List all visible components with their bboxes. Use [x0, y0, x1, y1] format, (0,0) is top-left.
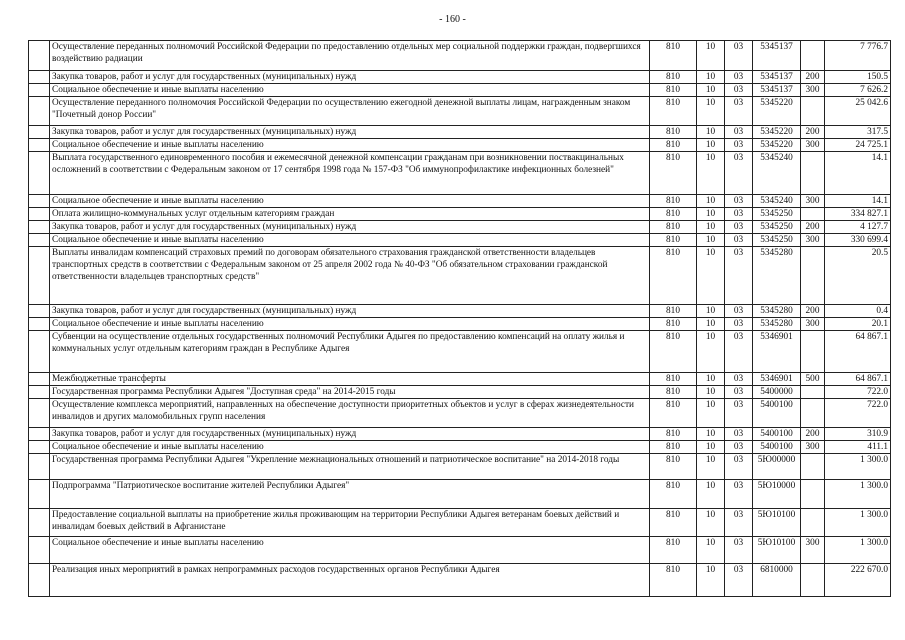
expense-name-cell: Социальное обеспечение и иные выплаты населению — [50, 84, 650, 97]
department-code-cell: 810 — [650, 71, 697, 84]
amount-cell: 150.5 — [825, 71, 891, 84]
subsection-code-cell: 03 — [725, 428, 753, 441]
expense-name-cell: Межбюджетные трансферты — [50, 373, 650, 386]
department-code-cell: 810 — [650, 139, 697, 152]
target-article-cell: 5400000 — [753, 386, 801, 399]
amount-cell: 7 626.2 — [825, 84, 891, 97]
amount-cell: 330 699.4 — [825, 234, 891, 247]
section-code-cell: 10 — [697, 537, 725, 564]
target-article-cell: 5345250 — [753, 208, 801, 221]
department-code-cell: 810 — [650, 399, 697, 428]
expense-type-cell: 200 — [801, 428, 825, 441]
expense-name-cell: Государственная программа Республики Адыгея "Укрепление межнациональных отношений и патриотическое воспитание" на 2014-2018 годы — [50, 454, 650, 480]
table-row — [29, 139, 891, 152]
amount-cell: 722.0 — [825, 399, 891, 428]
subsection-code-cell: 03 — [725, 480, 753, 509]
amount-cell: 1 300.0 — [825, 537, 891, 564]
subsection-code-cell: 03 — [725, 454, 753, 480]
expense-name-cell: Закупка товаров, работ и услуг для государственных (муниципальных) нужд — [50, 305, 650, 318]
target-article-cell: 5Ю10100 — [753, 509, 801, 537]
subsection-code-cell: 03 — [725, 208, 753, 221]
section-code-cell: 10 — [697, 399, 725, 428]
row-margin-cell — [29, 564, 50, 597]
subsection-code-cell: 03 — [725, 537, 753, 564]
table-row — [29, 152, 891, 195]
row-margin-cell — [29, 386, 50, 399]
amount-cell: 0.4 — [825, 305, 891, 318]
amount-cell: 1 300.0 — [825, 480, 891, 509]
section-code-cell: 10 — [697, 305, 725, 318]
department-code-cell: 810 — [650, 454, 697, 480]
expense-type-cell — [801, 454, 825, 480]
row-margin-cell — [29, 454, 50, 480]
subsection-code-cell: 03 — [725, 509, 753, 537]
row-margin-cell — [29, 41, 50, 71]
subsection-code-cell: 03 — [725, 97, 753, 126]
department-code-cell: 810 — [650, 84, 697, 97]
target-article-cell: 5345220 — [753, 126, 801, 139]
row-margin-cell — [29, 247, 50, 305]
department-code-cell: 810 — [650, 97, 697, 126]
amount-cell: 24 725.1 — [825, 139, 891, 152]
expense-name-cell: Подпрограмма "Патриотическое воспитание жителей Республики Адыгея" — [50, 480, 650, 509]
table-row — [29, 386, 891, 399]
target-article-cell: 5345240 — [753, 152, 801, 195]
subsection-code-cell: 03 — [725, 195, 753, 208]
amount-cell: 20.1 — [825, 318, 891, 331]
expense-name-cell: Осуществление переданных полномочий Российской Федерации по предоставлению отдельных мер социальной поддержки граждан, подвергшихся воздействию радиации — [50, 41, 650, 71]
section-code-cell: 10 — [697, 71, 725, 84]
table-row — [29, 428, 891, 441]
table-row — [29, 480, 891, 509]
section-code-cell: 10 — [697, 386, 725, 399]
target-article-cell: 5345220 — [753, 97, 801, 126]
expense-name-cell: Закупка товаров, работ и услуг для государственных (муниципальных) нужд — [50, 126, 650, 139]
row-margin-cell — [29, 441, 50, 454]
expense-name-cell: Социальное обеспечение и иные выплаты населению — [50, 195, 650, 208]
expense-name-cell: Закупка товаров, работ и услуг для государственных (муниципальных) нужд — [50, 428, 650, 441]
subsection-code-cell: 03 — [725, 318, 753, 331]
department-code-cell: 810 — [650, 537, 697, 564]
row-margin-cell — [29, 195, 50, 208]
subsection-code-cell: 03 — [725, 441, 753, 454]
table-row — [29, 234, 891, 247]
expense-type-cell: 300 — [801, 318, 825, 331]
budget-table-body — [29, 41, 891, 597]
expense-type-cell — [801, 152, 825, 195]
expense-name-cell: Оплата жилищно-коммунальных услуг отдельным категориям граждан — [50, 208, 650, 221]
row-margin-cell — [29, 480, 50, 509]
target-article-cell: 5345220 — [753, 139, 801, 152]
target-article-cell: 5345137 — [753, 71, 801, 84]
expense-type-cell — [801, 41, 825, 71]
section-code-cell: 10 — [697, 509, 725, 537]
amount-cell: 722.0 — [825, 386, 891, 399]
table-row — [29, 247, 891, 305]
table-row — [29, 564, 891, 597]
target-article-cell: 6810000 — [753, 564, 801, 597]
subsection-code-cell: 03 — [725, 234, 753, 247]
expense-type-cell: 200 — [801, 126, 825, 139]
target-article-cell: 5345137 — [753, 41, 801, 71]
expense-name-cell: Социальное обеспечение и иные выплаты населению — [50, 441, 650, 454]
expense-name-cell: Государственная программа Республики Адыгея "Доступная среда" на 2014-2015 годы — [50, 386, 650, 399]
target-article-cell: 5346901 — [753, 373, 801, 386]
expense-name-cell: Закупка товаров, работ и услуг для государственных (муниципальных) нужд — [50, 221, 650, 234]
table-row — [29, 399, 891, 428]
subsection-code-cell: 03 — [725, 386, 753, 399]
subsection-code-cell: 03 — [725, 305, 753, 318]
expense-type-cell: 300 — [801, 234, 825, 247]
department-code-cell: 810 — [650, 428, 697, 441]
expense-name-cell: Социальное обеспечение и иные выплаты населению — [50, 234, 650, 247]
section-code-cell: 10 — [697, 234, 725, 247]
department-code-cell: 810 — [650, 305, 697, 318]
table-row — [29, 373, 891, 386]
department-code-cell: 810 — [650, 195, 697, 208]
department-code-cell: 810 — [650, 480, 697, 509]
expense-name-cell: Реализация иных мероприятий в рамках непрограммных расходов государственных органов Республики Адыгея — [50, 564, 650, 597]
row-margin-cell — [29, 234, 50, 247]
row-margin-cell — [29, 509, 50, 537]
section-code-cell: 10 — [697, 152, 725, 195]
section-code-cell: 10 — [697, 41, 725, 71]
expense-type-cell: 200 — [801, 221, 825, 234]
subsection-code-cell: 03 — [725, 139, 753, 152]
row-margin-cell — [29, 97, 50, 126]
target-article-cell: 5Ю10000 — [753, 480, 801, 509]
section-code-cell: 10 — [697, 564, 725, 597]
expense-type-cell: 300 — [801, 195, 825, 208]
section-code-cell: 10 — [697, 247, 725, 305]
expense-type-cell — [801, 399, 825, 428]
section-code-cell: 10 — [697, 139, 725, 152]
expense-name-cell: Закупка товаров, работ и услуг для государственных (муниципальных) нужд — [50, 71, 650, 84]
budget-table — [28, 40, 891, 597]
target-article-cell: 5345280 — [753, 305, 801, 318]
section-code-cell: 10 — [697, 331, 725, 373]
table-row — [29, 331, 891, 373]
department-code-cell: 810 — [650, 234, 697, 247]
row-margin-cell — [29, 537, 50, 564]
row-margin-cell — [29, 208, 50, 221]
expense-type-cell: 200 — [801, 305, 825, 318]
amount-cell: 64 867.1 — [825, 331, 891, 373]
table-row — [29, 195, 891, 208]
table-row — [29, 318, 891, 331]
expense-name-cell: Социальное обеспечение и иные выплаты населению — [50, 537, 650, 564]
section-code-cell: 10 — [697, 221, 725, 234]
target-article-cell: 5345280 — [753, 247, 801, 305]
row-margin-cell — [29, 428, 50, 441]
expense-type-cell: 300 — [801, 84, 825, 97]
section-code-cell: 10 — [697, 428, 725, 441]
subsection-code-cell: 03 — [725, 247, 753, 305]
expense-type-cell — [801, 247, 825, 305]
target-article-cell: 5400100 — [753, 441, 801, 454]
target-article-cell: 5400100 — [753, 399, 801, 428]
row-margin-cell — [29, 221, 50, 234]
target-article-cell: 5Ю10100 — [753, 537, 801, 564]
expense-type-cell — [801, 97, 825, 126]
department-code-cell: 810 — [650, 441, 697, 454]
subsection-code-cell: 03 — [725, 126, 753, 139]
target-article-cell: 5345137 — [753, 84, 801, 97]
amount-cell: 411.1 — [825, 441, 891, 454]
department-code-cell: 810 — [650, 152, 697, 195]
subsection-code-cell: 03 — [725, 221, 753, 234]
expense-type-cell — [801, 386, 825, 399]
amount-cell: 1 300.0 — [825, 454, 891, 480]
subsection-code-cell: 03 — [725, 71, 753, 84]
expense-name-cell: Осуществление комплекса мероприятий, направленных на обеспечение доступности приоритетных объектов и услуг в сферах жизнедеятельности инвалидов и других маломобильных групп населения — [50, 399, 650, 428]
expense-type-cell: 300 — [801, 537, 825, 564]
amount-cell: 7 776.7 — [825, 41, 891, 71]
department-code-cell: 810 — [650, 208, 697, 221]
amount-cell: 1 300.0 — [825, 509, 891, 537]
expense-type-cell — [801, 480, 825, 509]
expense-type-cell — [801, 509, 825, 537]
amount-cell: 310.9 — [825, 428, 891, 441]
department-code-cell: 810 — [650, 386, 697, 399]
table-row — [29, 441, 891, 454]
table-row — [29, 305, 891, 318]
row-margin-cell — [29, 331, 50, 373]
expense-name-cell: Выплата государственного единовременного пособия и ежемесячной денежной компенсации гражданам при возникновении поствакцинальных осложнений в соответствии с Федеральным законом от 17 сентября 1998 года № 157-ФЗ "Об иммунопрофилактике инфекционных болезней" — [50, 152, 650, 195]
amount-cell: 25 042.6 — [825, 97, 891, 126]
amount-cell: 222 670.0 — [825, 564, 891, 597]
table-row — [29, 71, 891, 84]
section-code-cell: 10 — [697, 126, 725, 139]
row-margin-cell — [29, 152, 50, 195]
section-code-cell: 10 — [697, 195, 725, 208]
department-code-cell: 810 — [650, 318, 697, 331]
table-row — [29, 509, 891, 537]
department-code-cell: 810 — [650, 509, 697, 537]
amount-cell: 14.1 — [825, 195, 891, 208]
table-row — [29, 126, 891, 139]
department-code-cell: 810 — [650, 331, 697, 373]
expense-type-cell: 200 — [801, 71, 825, 84]
department-code-cell: 810 — [650, 41, 697, 71]
table-row — [29, 97, 891, 126]
expense-type-cell — [801, 331, 825, 373]
subsection-code-cell: 03 — [725, 373, 753, 386]
expense-name-cell: Выплаты инвалидам компенсаций страховых премий по договорам обязательного страхования гражданской ответственности владельцев транспортных средств в соответствии с Федеральным законом от 25 апреля 2002 года № 40-ФЗ "Об обязательном страховании гражданской ответственности владельцев транспортных средств" — [50, 247, 650, 305]
row-margin-cell — [29, 126, 50, 139]
target-article-cell: 5345250 — [753, 221, 801, 234]
section-code-cell: 10 — [697, 480, 725, 509]
target-article-cell: 5345240 — [753, 195, 801, 208]
amount-cell: 14.1 — [825, 152, 891, 195]
section-code-cell: 10 — [697, 373, 725, 386]
expense-type-cell: 300 — [801, 139, 825, 152]
table-row — [29, 208, 891, 221]
target-article-cell: 5Ю00000 — [753, 454, 801, 480]
subsection-code-cell: 03 — [725, 399, 753, 428]
expense-name-cell: Субвенции на осуществление отдельных государственных полномочий Республики Адыгея по предоставлению компенсаций на оплату жилья и коммунальных услуг отдельным категориям граждан в Республике Адыгея — [50, 331, 650, 373]
table-row — [29, 454, 891, 480]
table-row — [29, 537, 891, 564]
subsection-code-cell: 03 — [725, 152, 753, 195]
row-margin-cell — [29, 305, 50, 318]
department-code-cell: 810 — [650, 221, 697, 234]
section-code-cell: 10 — [697, 84, 725, 97]
expense-name-cell: Социальное обеспечение и иные выплаты населению — [50, 139, 650, 152]
row-margin-cell — [29, 71, 50, 84]
expense-type-cell — [801, 208, 825, 221]
target-article-cell: 5346901 — [753, 331, 801, 373]
section-code-cell: 10 — [697, 97, 725, 126]
department-code-cell: 810 — [650, 564, 697, 597]
subsection-code-cell: 03 — [725, 331, 753, 373]
section-code-cell: 10 — [697, 454, 725, 480]
section-code-cell: 10 — [697, 318, 725, 331]
subsection-code-cell: 03 — [725, 84, 753, 97]
subsection-code-cell: 03 — [725, 41, 753, 71]
target-article-cell: 5345250 — [753, 234, 801, 247]
target-article-cell: 5345280 — [753, 318, 801, 331]
department-code-cell: 810 — [650, 126, 697, 139]
table-row — [29, 221, 891, 234]
department-code-cell: 810 — [650, 247, 697, 305]
section-code-cell: 10 — [697, 441, 725, 454]
expense-type-cell: 500 — [801, 373, 825, 386]
table-row — [29, 41, 891, 71]
row-margin-cell — [29, 373, 50, 386]
department-code-cell: 810 — [650, 373, 697, 386]
amount-cell: 4 127.7 — [825, 221, 891, 234]
expense-type-cell: 300 — [801, 441, 825, 454]
amount-cell: 334 827.1 — [825, 208, 891, 221]
subsection-code-cell: 03 — [725, 564, 753, 597]
section-code-cell: 10 — [697, 208, 725, 221]
expense-name-cell: Социальное обеспечение и иные выплаты населению — [50, 318, 650, 331]
page-number: - 160 - — [439, 14, 466, 25]
expense-name-cell: Предоставление социальной выплаты на приобретение жилья проживающим на территории Республики Адыгея ветеранам боевых действий и инвалидам боевых действий в Афганистане — [50, 509, 650, 537]
row-margin-cell — [29, 399, 50, 428]
amount-cell: 20.5 — [825, 247, 891, 305]
row-margin-cell — [29, 318, 50, 331]
expense-type-cell — [801, 564, 825, 597]
row-margin-cell — [29, 139, 50, 152]
row-margin-cell — [29, 84, 50, 97]
amount-cell: 64 867.1 — [825, 373, 891, 386]
amount-cell: 317.5 — [825, 126, 891, 139]
expense-name-cell: Осуществление переданного полномочия Российской Федерации по осуществлению ежегодной денежной выплаты лицам, награжденным знаком "Почетный донор России" — [50, 97, 650, 126]
target-article-cell: 5400100 — [753, 428, 801, 441]
table-row — [29, 84, 891, 97]
